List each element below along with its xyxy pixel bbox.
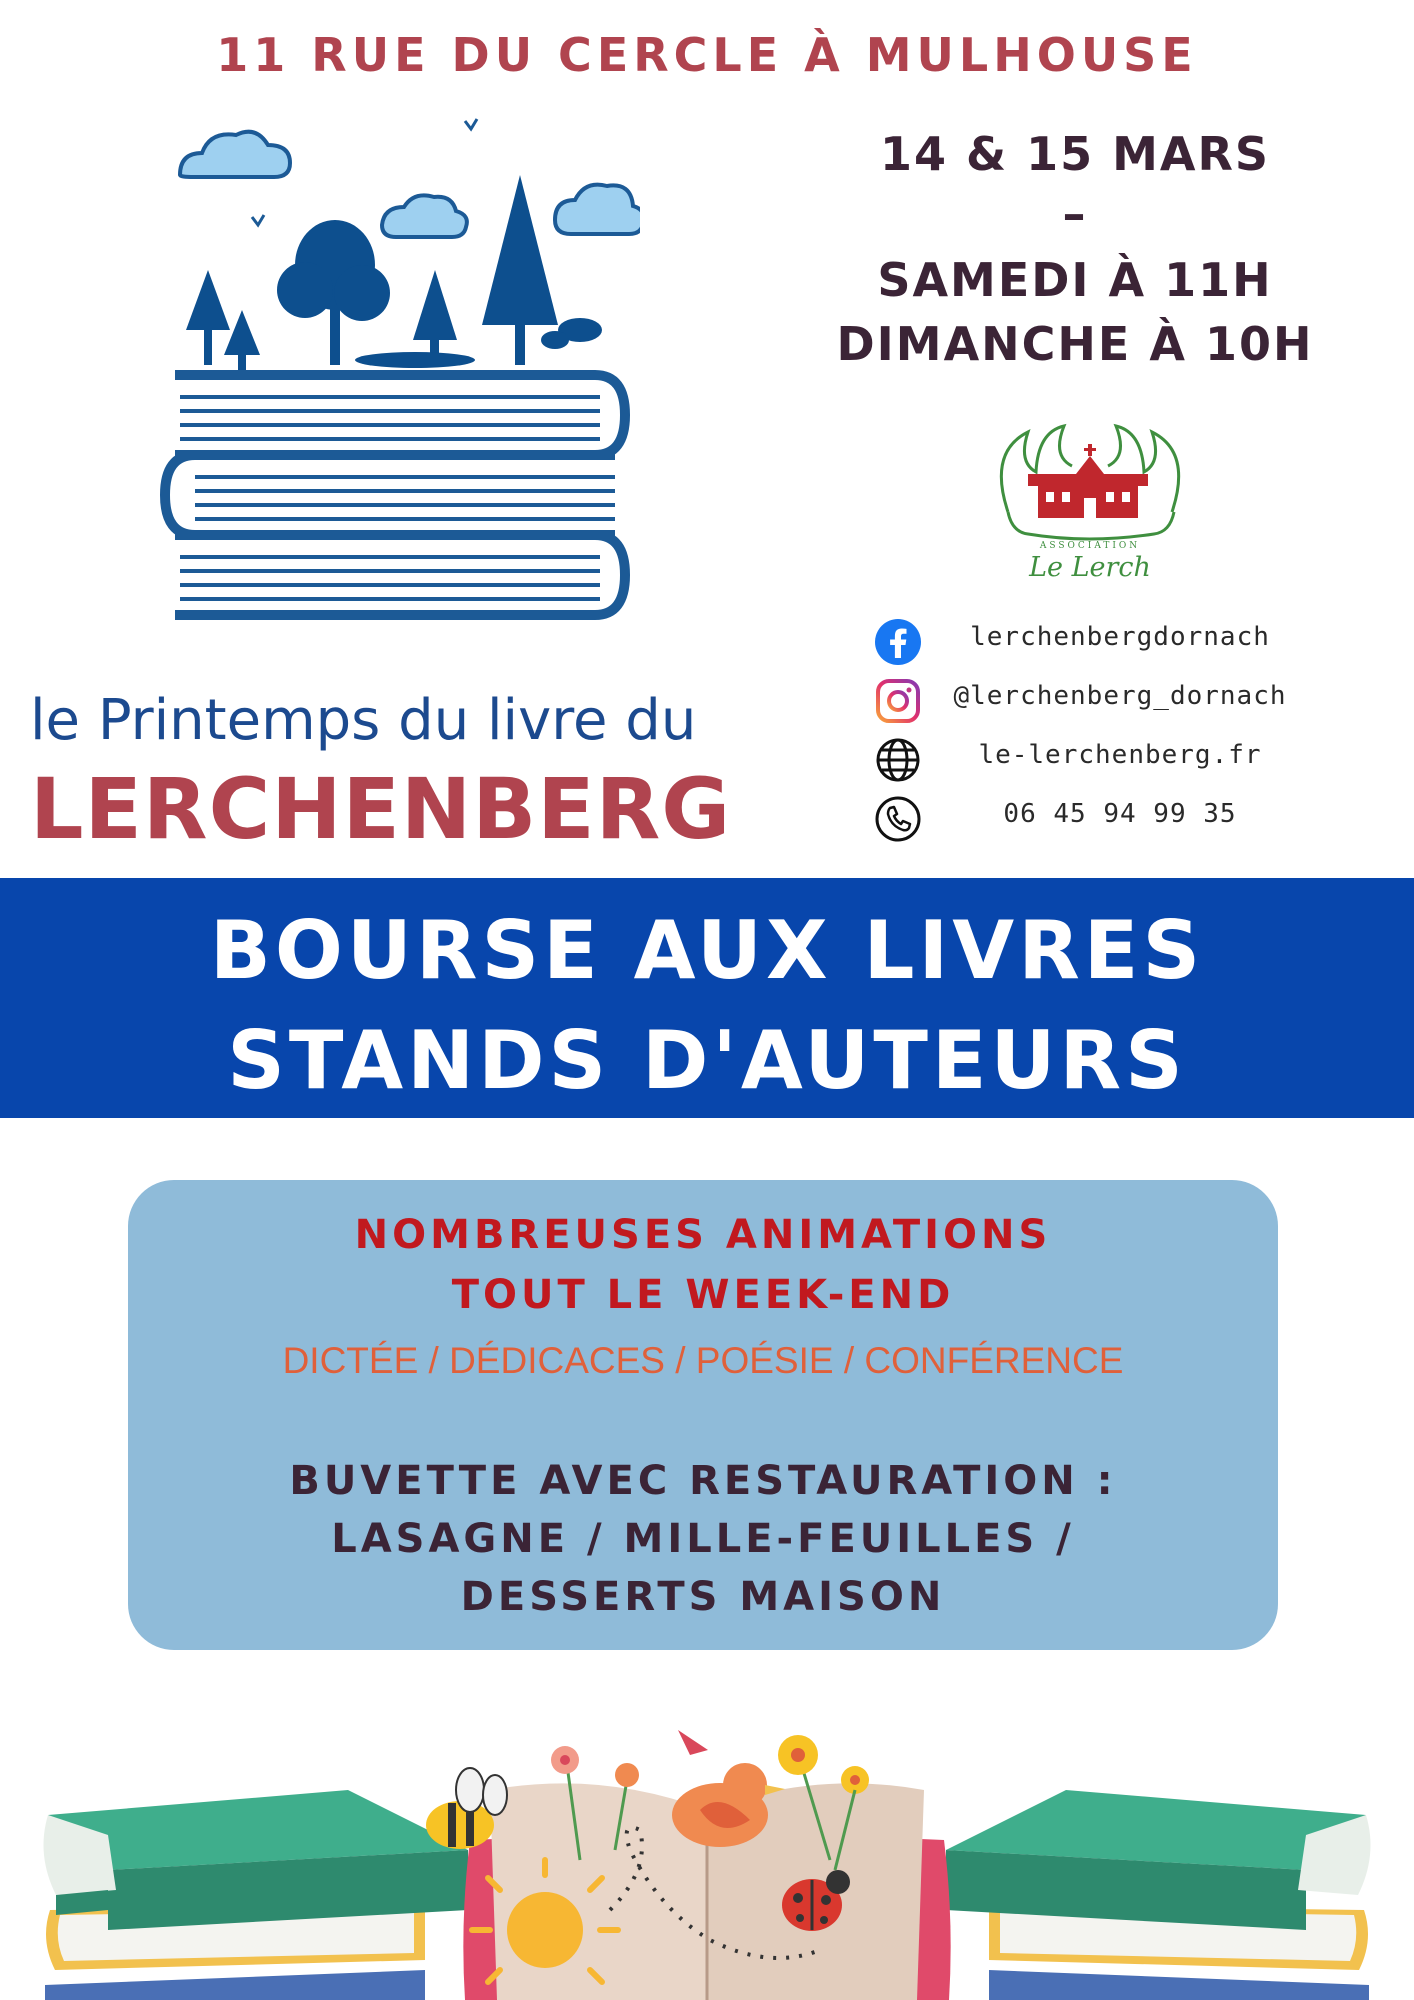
address-heading: 11 RUE DU CERCLE À MULHOUSE: [216, 28, 1198, 82]
schedule-block: [780, 122, 1370, 376]
contact-phone[interactable]: [870, 789, 1310, 848]
buvette-line2: LASAGNE / MILLE-FEUILLES /: [331, 1516, 1075, 1562]
buvette-line3: DESSERTS MAISON: [460, 1574, 946, 1620]
facebook-icon: [874, 618, 922, 666]
event-title-line1: le Printemps du livre du: [30, 688, 697, 753]
animations-heading-line2: TOUT LE WEEK-END: [451, 1272, 955, 1318]
saturday-time: SAMEDI À 11H: [877, 253, 1273, 307]
association-name: Le Lerch: [1029, 552, 1151, 583]
activities-list: DICTÉE / DÉDICACES / POÉSIE / CONFÉRENCE: [282, 1340, 1124, 1381]
main-banner: [0, 878, 1414, 1118]
buvette-line1: BUVETTE AVEC RESTAURATION :: [289, 1458, 1117, 1504]
sunday-time: DIMANCHE À 10H: [836, 317, 1314, 371]
banner-line1: BOURSE AUX LIVRES: [209, 904, 1205, 997]
phone-number[interactable]: 06 45 94 99 35: [1003, 799, 1237, 829]
left-book-stack-icon: [44, 1790, 469, 2000]
contact-list: [870, 612, 1310, 848]
website-url[interactable]: le-lerchenberg.fr: [978, 740, 1262, 770]
event-dates: 14 & 15 MARS: [879, 127, 1271, 181]
footer-illustration: [0, 1720, 1414, 2000]
date-separator: –: [1062, 187, 1088, 241]
contact-website[interactable]: [870, 730, 1310, 789]
contact-facebook[interactable]: [870, 612, 1310, 671]
instagram-handle[interactable]: @lerchenberg_dornach: [953, 681, 1287, 711]
globe-icon: [874, 736, 922, 784]
phone-icon: [874, 795, 922, 843]
right-book-stack-icon: [946, 1790, 1371, 2000]
facebook-handle[interactable]: lerchenbergdornach: [970, 622, 1270, 652]
association-caption: ASSOCIATION: [1039, 541, 1141, 551]
book-stack-logo-icon: [160, 115, 640, 635]
info-panel: [128, 1180, 1278, 1650]
association-logo: [990, 412, 1190, 587]
banner-line2: STANDS D'AUTEURS: [227, 1014, 1187, 1107]
event-title-line2: LERCHENBERG: [30, 760, 732, 858]
instagram-icon: [874, 677, 922, 725]
contact-instagram[interactable]: [870, 671, 1310, 730]
animations-heading-line1: NOMBREUSES ANIMATIONS: [354, 1212, 1052, 1258]
